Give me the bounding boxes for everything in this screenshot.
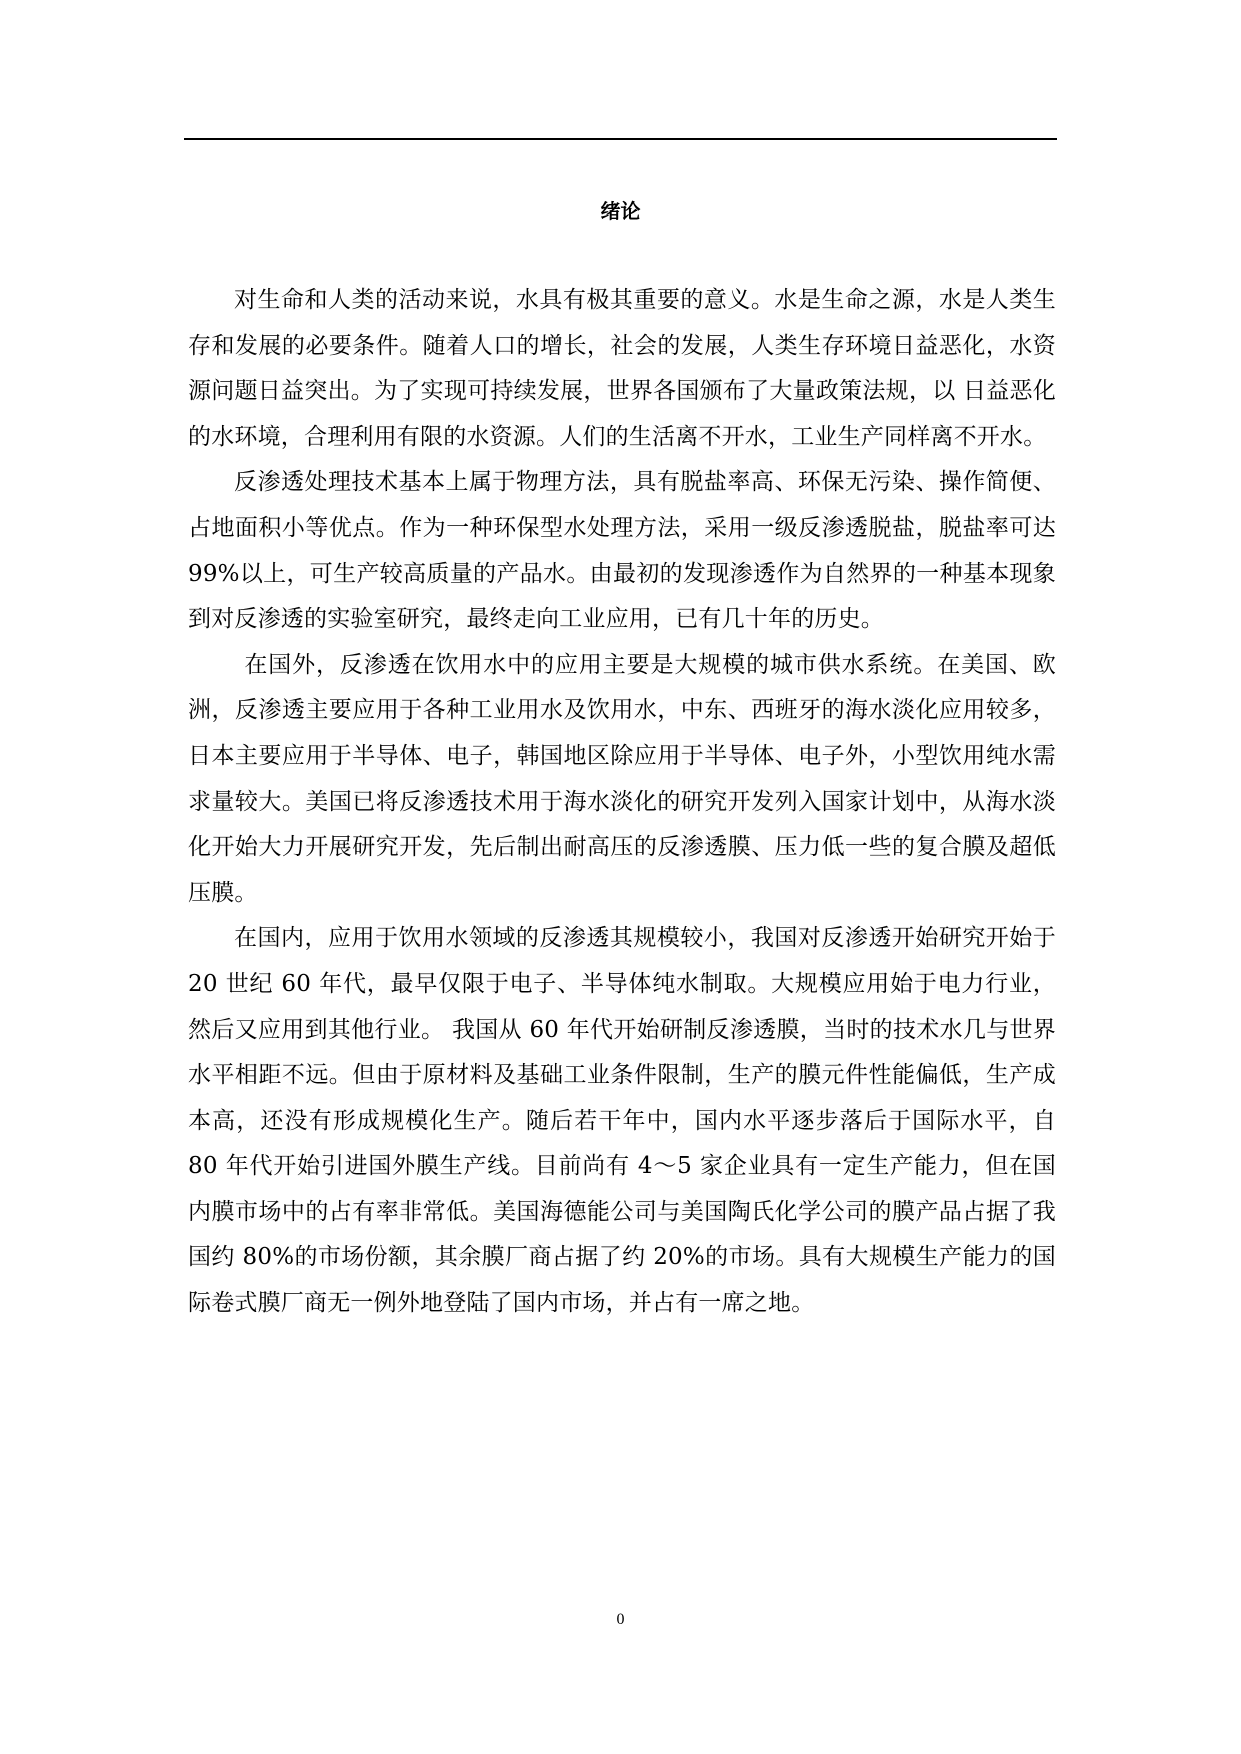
section-title: 绪论 [600,199,641,223]
body-text [188,278,1056,1327]
paragraph-2: 反渗透处理技术基本上属于物理方法，具有脱盐率高、环保无污染、操作简便、占地面积小等优点。作为一种环保型水处理方法，采用一级反渗透脱盐，脱盐率可达 99%以上，可生产较高质量的产品水。由最初的发现渗透作为自然界的一种基本现象到对反渗透的实验室研究，最终走向工业应用，已有几十年的历史。 [188,469,1056,633]
paragraph-4: 在国内，应用于饮用水领域的反渗透其规模较小，我国对反渗透开始研究开始于 20 世纪 60 年代，最早仅限于电子、半导体纯水制取。大规模应用始于电力行业，然后又应用到其他行业。 我国从 60 年代开始研制反渗透膜，当时的技术水几与世界水平相距不远。但由于原材料及基础工业条件限制，生产的膜元件性能偏低，生产成本高，还没有形成规模化生产。随后若干年中，国内水平逐步落后于国际水平，自 80 年代开始引进国外膜生产线。目前尚有 4～5 家企业具有一定生产能力，但在国内膜市场中的占有率非常低。美国海德能公司与美国陶氏化学公司的膜产品占据了我国约 80%的市场份额，其余膜厂商占据了约 20%的市场。具有大规模生产能力的国际卷式膜厂商无一例外地登陆了国内市场，并占有一席之地。 [188,925,1056,1317]
paragraph-3: 在国外，反渗透在饮用水中的应用主要是大规模的城市供水系统。在美国、欧洲，反渗透主要应用于各种工业用水及饮用水，中东、西班牙的海水淡化应用较多，日本主要应用于半导体、电子，韩国地区除应用于半导体、电子外，小型饮用纯水需求量较大。美国已将反渗透技术用于海水淡化的研究开发列入国家计划中，从海水淡化开始大力开展研究开发，先后制出耐高压的反渗透膜、压力低一些的复合膜及超低压膜。 [188,651,1056,906]
header-rule [184,138,1057,140]
paragraph-1: 对生命和人类的活动来说，水具有极其重要的意义。水是生命之源，水是人类生存和发展的必要条件。随着人口的增长，社会的发展，人类生存环境日益恶化，水资源问题日益突出。为了实现可持续发展，世界各国颁布了大量政策法规，以 日益恶化的水环境，合理利用有限的水资源。人们的生活离不开水，工业生产同样离不开水。 [188,287,1056,450]
page-number: 0 [616,1611,625,1628]
